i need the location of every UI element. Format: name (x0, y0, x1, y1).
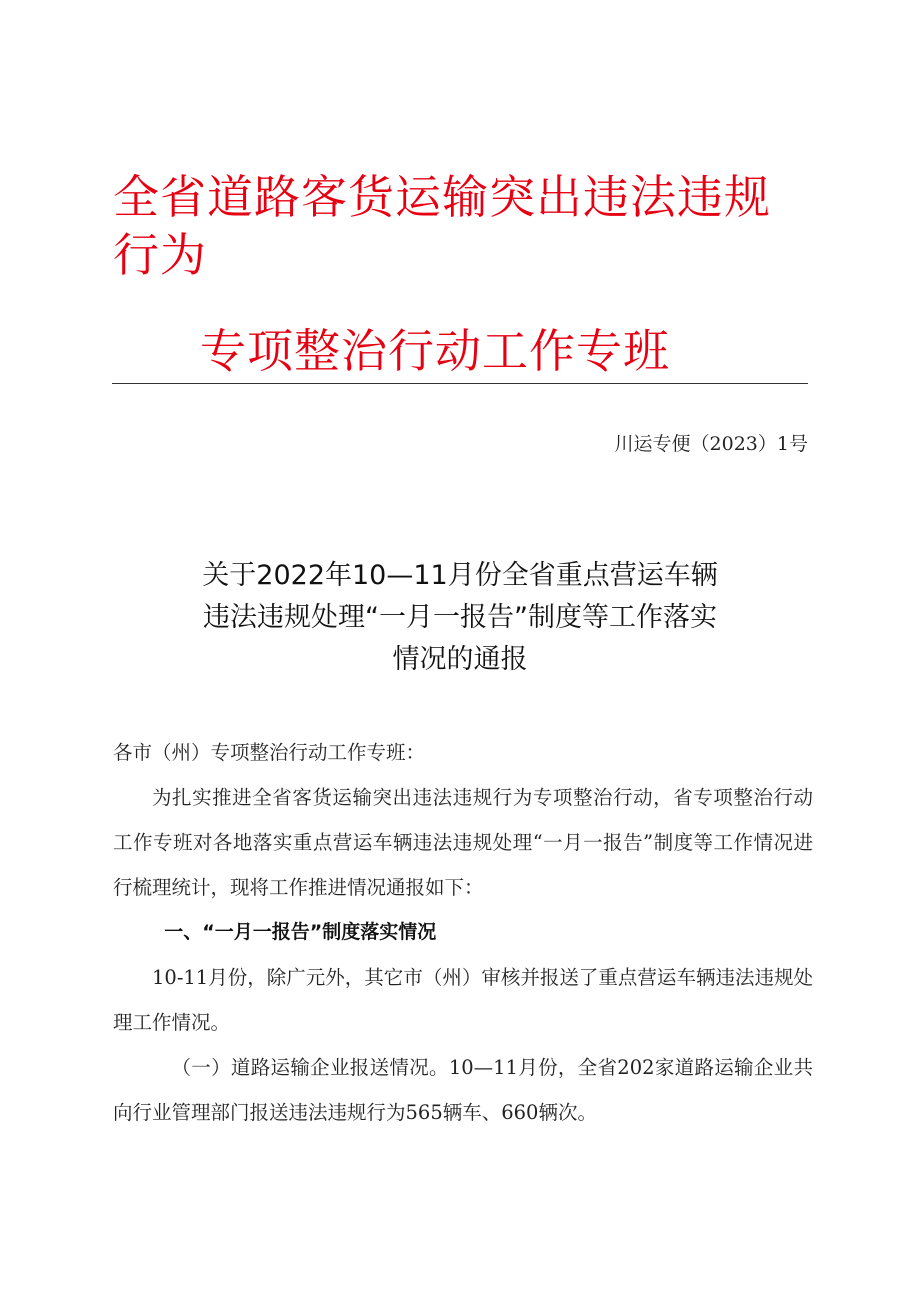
header-title-line2: 专项整治行动工作专班 (200, 324, 670, 378)
intro-paragraph: 为扎实推进全省客货运输突出违法违规行为专项整治行动，省专项整治行动工作专班对各地落实重点营运车辆违法违规处理“一月一报告”制度等工作情况进行梳理统计，现将工作推进情况通报如下： (113, 786, 813, 899)
header-title-line1: 全省道路客货运输突出违法违规行为 (113, 170, 771, 282)
notice-title (110, 555, 810, 681)
notice-title-line1: 关于2022年10—11月份全省重点营运车辆 (202, 560, 718, 591)
notice-title-line2: 违法违规处理“一月一报告”制度等工作落实 (203, 602, 717, 633)
document-body (113, 730, 813, 1135)
subsection1-paragraph: （一）道路运输企业报送情况。10—11月份，全省202家道路运输企业共向行业管理部门报送违法违规行为565辆车、660辆次。 (113, 1056, 813, 1124)
salutation: 各市（州）专项整治行动工作专班： (113, 741, 426, 764)
header-divider (112, 383, 808, 384)
document-number: 川运专便（2023）1号 (614, 433, 808, 455)
section-heading: 一、“一月一报告”制度落实情况 (164, 921, 437, 943)
section1-paragraph: 10-11月份，除广元外，其它市（州）审核并报送了重点营运车辆违法违规处理工作情况。 (113, 966, 813, 1034)
notice-title-line3: 情况的通报 (392, 644, 528, 675)
